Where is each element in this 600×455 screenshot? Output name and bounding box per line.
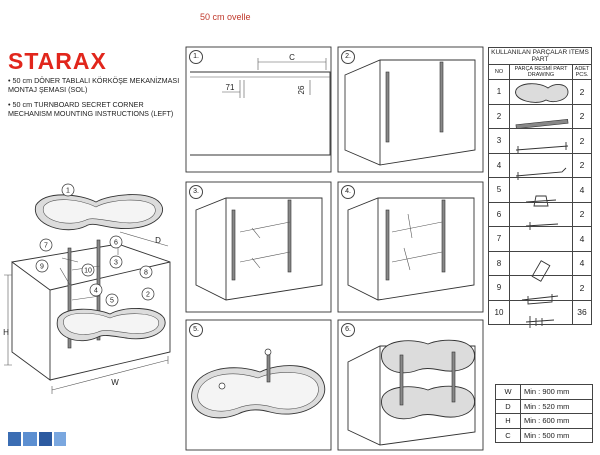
part-number: 10 <box>489 300 510 325</box>
step-5-drawing <box>192 349 325 418</box>
callout-9 <box>36 260 48 272</box>
svg-text:10: 10 <box>84 267 92 275</box>
part-number: 4 <box>489 153 510 178</box>
svg-text:C: C <box>289 53 295 62</box>
part-number: 2 <box>489 104 510 129</box>
part-number: 5 <box>489 178 510 203</box>
part-drawing-cell <box>510 80 573 105</box>
step-6-drawing <box>348 340 475 445</box>
part-drawing-cell <box>510 178 573 203</box>
min-dimensions-table <box>495 384 593 443</box>
step-4-drawing <box>348 198 474 300</box>
callout-10 <box>82 264 94 276</box>
col-drawing-header: PARÇA RESMİ PART DRAWING <box>510 65 573 80</box>
part-drawing-cell <box>510 104 573 129</box>
cert-badge-icon <box>23 432 36 446</box>
dimension-value: Min : 600 mm <box>521 414 593 429</box>
part-drawing-cell <box>510 227 573 252</box>
part-qty: 2 <box>573 104 592 129</box>
svg-text:7: 7 <box>44 242 48 250</box>
svg-text:26: 26 <box>297 85 306 95</box>
dimension-value: Min : 520 mm <box>521 399 593 414</box>
step-4-frame <box>338 182 483 312</box>
step-6-frame <box>338 320 483 450</box>
callout-2 <box>142 288 154 300</box>
table-row <box>489 300 592 325</box>
parts-table-title: KULLANILAN PARÇALAR ITEMS PART <box>489 48 592 65</box>
step-1-number: 1. <box>187 48 203 64</box>
part-number: 7 <box>489 227 510 252</box>
part-number: 6 <box>489 202 510 227</box>
table-row <box>496 385 593 400</box>
part-drawing-cell <box>510 129 573 154</box>
dimension-key: H <box>496 414 521 429</box>
dimension-value: Min : 900 mm <box>521 385 593 400</box>
part-qty: 36 <box>573 300 592 325</box>
part-number: 8 <box>489 251 510 276</box>
dimension-key: W <box>496 385 521 400</box>
part-qty: 4 <box>573 251 592 276</box>
col-qty-header: ADET PCS. <box>573 65 592 80</box>
col-no-header: NO <box>489 65 510 80</box>
svg-text:71: 71 <box>225 83 235 92</box>
part-drawing-cell <box>510 300 573 325</box>
table-row <box>489 80 592 105</box>
part-number: 1 <box>489 80 510 105</box>
parts-table <box>488 47 592 325</box>
table-row <box>496 428 593 443</box>
part-qty: 2 <box>573 276 592 301</box>
table-row <box>489 153 592 178</box>
svg-text:9: 9 <box>40 263 44 271</box>
callout-6 <box>110 236 122 248</box>
cert-badge-icon <box>54 432 66 446</box>
description-tr: • 50 cm DÖNER TABLALI KÖRKÖŞE MEKANİZMASI MONTAJ ŞEMASI (SOL) <box>8 76 180 94</box>
part-qty: 2 <box>573 202 592 227</box>
step-3-number: 3. <box>187 183 203 199</box>
description-en: • 50 cm TURNBOARD SECRET CORNER MECHANISM MOUNTING INSTRUCTIONS (LEFT) <box>8 100 174 118</box>
overview-d-label: D <box>155 236 161 245</box>
dimension-key: D <box>496 399 521 414</box>
svg-text:8: 8 <box>144 269 148 277</box>
table-row <box>489 129 592 154</box>
table-row <box>496 399 593 414</box>
part-number: 3 <box>489 129 510 154</box>
step-2-number: 2. <box>339 48 355 64</box>
svg-text:6: 6 <box>114 239 118 247</box>
dimension-key: C <box>496 428 521 443</box>
svg-text:5: 5 <box>110 297 114 305</box>
callout-3 <box>110 256 122 268</box>
part-drawing-cell <box>510 153 573 178</box>
part-drawing-cell <box>510 276 573 301</box>
part-qty: 4 <box>573 178 592 203</box>
step-1-drawing <box>190 53 330 155</box>
svg-text:4: 4 <box>94 287 98 295</box>
table-row <box>496 414 593 429</box>
step-5-number: 5. <box>187 321 203 337</box>
step-1-frame <box>186 47 331 172</box>
svg-text:2: 2 <box>146 291 150 299</box>
table-row <box>489 251 592 276</box>
svg-text:3: 3 <box>114 259 118 267</box>
certification-badges <box>8 432 66 446</box>
step-6-number: 6. <box>339 321 355 337</box>
brand-mark: X <box>90 48 107 74</box>
overview-h-label: H <box>3 328 9 337</box>
step-3-frame <box>186 182 331 312</box>
callout-7 <box>40 239 52 251</box>
dimension-value: Min : 500 mm <box>521 428 593 443</box>
overview-w-label: W <box>111 378 119 387</box>
step-2-frame <box>338 47 483 172</box>
part-drawing-cell <box>510 251 573 276</box>
table-row <box>489 178 592 203</box>
part-qty: 4 <box>573 227 592 252</box>
step-2-drawing <box>345 60 475 165</box>
table-row <box>489 227 592 252</box>
part-drawing-cell <box>510 202 573 227</box>
cert-badge-icon <box>8 432 21 446</box>
callout-4 <box>90 284 102 296</box>
brand-name: STARA <box>8 48 91 74</box>
part-qty: 2 <box>573 153 592 178</box>
header-note: 50 cm ovelle <box>200 12 251 22</box>
step-4-number: 4. <box>339 183 355 199</box>
part-number: 9 <box>489 276 510 301</box>
table-row <box>489 276 592 301</box>
overview-drawing <box>3 184 170 394</box>
callout-8 <box>140 266 152 278</box>
step-3-drawing <box>196 198 322 300</box>
table-row <box>489 104 592 129</box>
svg-text:1: 1 <box>66 187 70 195</box>
cert-badge-icon <box>39 432 52 446</box>
callout-5 <box>106 294 118 306</box>
part-qty: 2 <box>573 80 592 105</box>
part-qty: 2 <box>573 129 592 154</box>
callout-1 <box>62 184 74 196</box>
table-row <box>489 202 592 227</box>
